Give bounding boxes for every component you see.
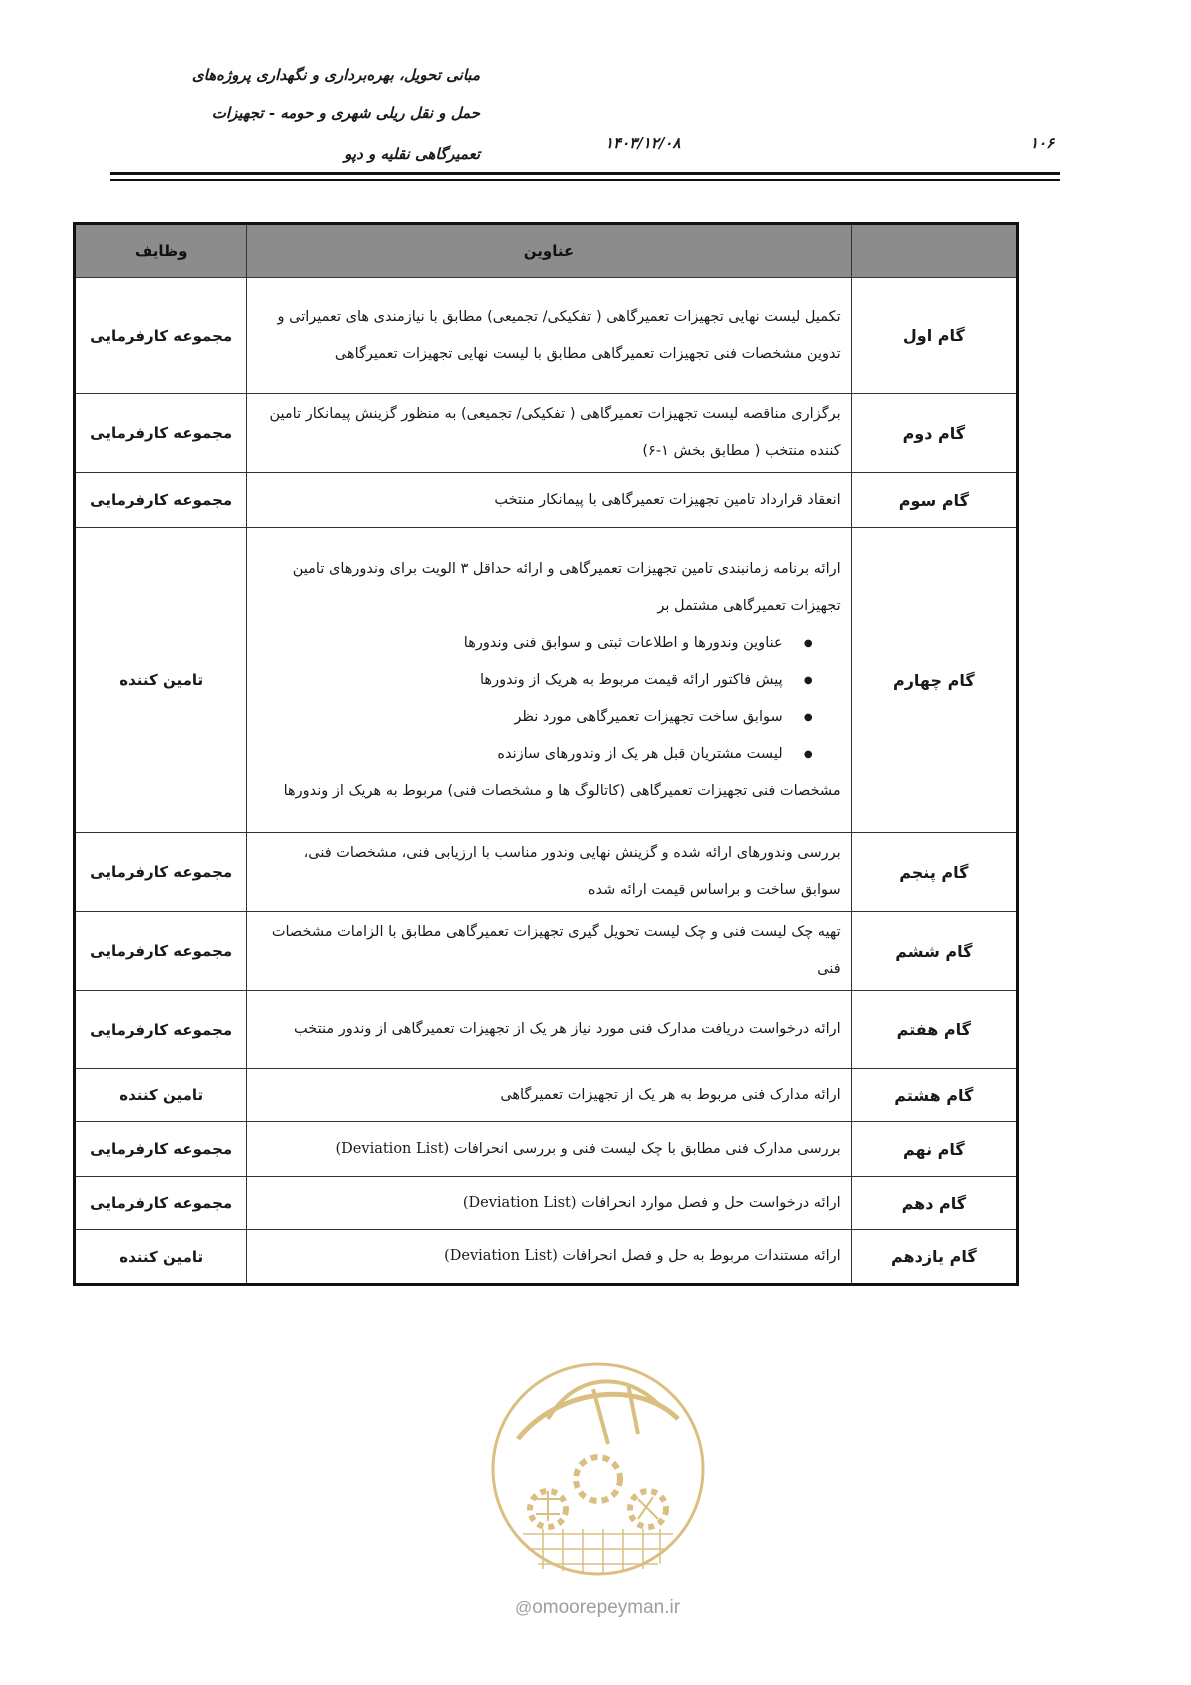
step-label: گام یازدهم [851,1230,1017,1285]
step-label: گام دوم [851,394,1017,473]
table-row [75,1230,1018,1285]
page-number: ۱۰۶ [1030,134,1055,152]
seal-calligraphy-stroke [628,1384,638,1434]
watermark-url [480,1597,715,1619]
step-label: گام چهارم [851,528,1017,833]
deviation-list-term: (Deviation List) [444,1248,558,1264]
step-label: گام دهم [851,1177,1017,1230]
document-title-line-1: مبانی تحویل، بهره‌برداری و نگهداری پروژه‌های [191,66,480,84]
step-description: برگزاری مناقصه لیست تجهیزات تعمیرگاهی ( تفکیکی/ تجمیعی) به منظور گزینش پیمانکار تامین کننده منتخب ( مطابق بخش ۱-۶) [247,394,851,473]
list-item: ● لیست مشتریان قبل هر یک از وندورهای سازنده [259,736,782,773]
document-title-line-3: تعمیرگاهی نقلیه و دپو [344,145,480,163]
step-label: گام هشتم [851,1069,1017,1122]
step-responsible: تامین کننده [75,528,247,833]
table-header-row [75,224,1018,278]
step-label: گام هفتم [851,991,1017,1069]
step-label: گام نهم [851,1122,1017,1177]
step-description: بررسی وندورهای ارائه شده و گزینش نهایی وندور مناسب با ارزیابی فنی، مشخصات فنی، سوابق ساخت و براساس قیمت ارائه شده [247,833,851,912]
step-description-outro: مشخصات فنی تجهیزات تعمیرگاهی (کاتالوگ ها و مشخصات فنی) مربوط به هریک از وندورها [283,782,841,799]
header-step-cell [851,224,1017,278]
step-responsible: مجموعه کارفرمایی [75,833,247,912]
step-responsible: مجموعه کارفرمایی [75,394,247,473]
deviation-list-term: (Deviation List) [335,1140,450,1157]
table-row [75,912,1018,991]
step-description [247,528,851,833]
step-description-text: بررسی مدارک فنی مطابق با چک لیست فنی و بررسی انحرافات [453,1140,841,1157]
table-row [75,833,1018,912]
step-description [247,1177,851,1230]
step-label: گام سوم [851,473,1017,528]
step-responsible: مجموعه کارفرمایی [75,278,247,394]
step-label: گام پنجم [851,833,1017,912]
steps-table [73,222,1019,1286]
table-row [75,394,1018,473]
document-date: ۱۴۰۳/۱۲/۰۸ [605,134,681,152]
step-description-text: ارائه مستندات مربوط به حل و فصل انحرافات [562,1248,841,1264]
step-label: گام اول [851,278,1017,394]
step-responsible: مجموعه کارفرمایی [75,473,247,528]
step-description: تکمیل لیست نهایی تجهیزات تعمیرگاهی ( تفکیکی/ تجمیعی) مطابق با نیازمندی های تعمیراتی و تدوین مشخصات فنی تجهیزات تعمیرگاهی مطابق با لیست نهایی تجهیزات تعمیرگاهی [247,278,851,394]
table-row [75,528,1018,833]
step-responsible: مجموعه کارفرمایی [75,1122,247,1177]
table-row [75,991,1018,1069]
table-row [75,1122,1018,1177]
step-responsible: مجموعه کارفرمایی [75,991,247,1069]
table-row [75,1069,1018,1122]
bullet-list [259,625,840,773]
seal-grid [523,1529,673,1573]
table-row [75,473,1018,528]
list-item: ● پیش فاکتور ارائه قیمت مربوط به هریک از وندورها [259,662,782,699]
table-row [75,1177,1018,1230]
step-description: تهیه چک لیست فنی و چک لیست تحویل گیری تجهیزات تعمیرگاهی مطابق با الزامات مشخصات فنی [247,912,851,991]
header-titles-cell: عناوین [247,224,851,278]
watermark-seal [488,1349,708,1599]
header-rule-thin [110,179,1060,181]
step-description-intro: ارائه برنامه زمانبندی تامین تجهیزات تعمیرگاهی و ارائه حداقل ۳ الویت برای وندورهای تامین تجهیزات تعمیرگاهی مشتمل بر [292,560,841,614]
scales-icon [533,1491,563,1521]
step-description: ارائه مدارک فنی مربوط به هر یک از تجهیزات تعمیرگاهی [247,1069,851,1122]
step-description [247,1230,851,1285]
step-responsible: مجموعه کارفرمایی [75,1177,247,1230]
gear-icon [576,1457,620,1501]
header-rule-thick [110,172,1060,175]
step-label: گام ششم [851,912,1017,991]
list-item: ● عناوین وندورها و اطلاعات ثبتی و سوابق فنی وندورها [259,625,782,662]
list-item: ● سوابق ساخت تجهیزات تعمیرگاهی مورد نظر [259,699,782,736]
table-row [75,278,1018,394]
crane-icon [638,1497,658,1519]
step-description-text: ارائه درخواست حل و فصل موارد انحرافات [581,1194,841,1211]
step-responsible: تامین کننده [75,1069,247,1122]
document-title-line-2: حمل و نقل ریلی شهری و حومه - تجهیزات [211,104,480,122]
step-responsible: تامین کننده [75,1230,247,1285]
header-duties-cell: وظایف [75,224,247,278]
step-description: انعقاد قرارداد تامین تجهیزات تعمیرگاهی با پیمانکار منتخب [247,473,851,528]
step-description: ارائه درخواست دریافت مدارک فنی مورد نیاز هر یک از تجهیزات تعمیرگاهی از وندور منتخب [247,991,851,1069]
at-icon: @ [514,1598,533,1617]
step-responsible: مجموعه کارفرمایی [75,912,247,991]
deviation-list-term: (Deviation List) [462,1194,577,1211]
watermark-url-text: omoorepeyman.ir [532,1597,681,1618]
step-description [247,1122,851,1177]
